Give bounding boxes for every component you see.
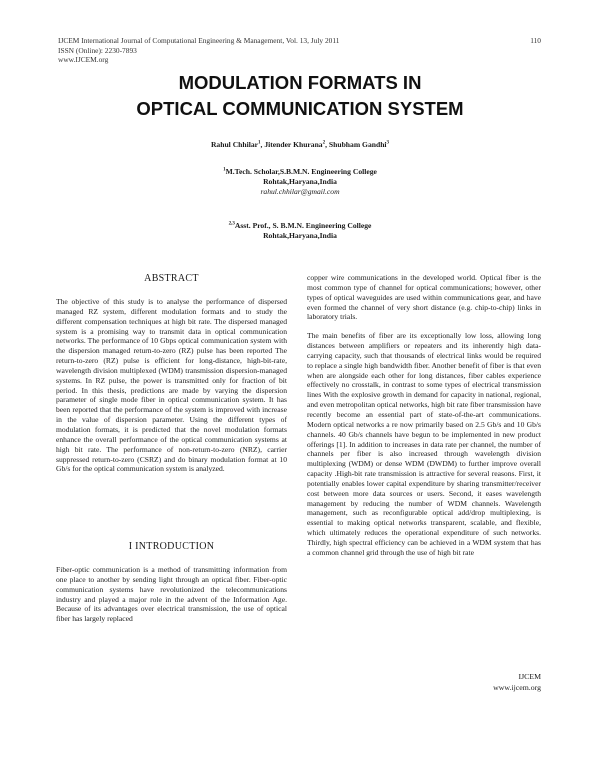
- author-name: Rahul Chhilar: [210, 140, 259, 149]
- page-number: 110: [530, 36, 541, 45]
- paper-title-line-2: OPTICAL COMMUNICATION SYSTEM: [136, 98, 464, 119]
- affiliation-line: Rohtak,Haryana,India: [263, 177, 337, 186]
- author-email: rahul.chhilar@gmail.com: [260, 187, 340, 196]
- right-column: [307, 273, 541, 558]
- author-name: Shubham Gandhi: [328, 140, 387, 149]
- introduction-heading: I INTRODUCTION: [128, 541, 215, 552]
- author-sup: 1: [258, 140, 261, 146]
- paper-title-line-1: MODULATION FORMATS IN: [178, 72, 422, 93]
- affiliation-line: M.Tech. Scholar,S.B.M.N. Engineering College: [225, 167, 377, 176]
- page-footer: [493, 671, 541, 693]
- journal-website: www.IJCEM.org: [58, 55, 109, 65]
- right-column-paragraph-1: copper wire communications in the developed world. Optical fiber is the most common type of channel for optical communications; however, other types of optical waveguides are used within communications gear, and have even formed the channel of very short distance (e.g. chip-to-chip) links in laboratory trials.: [307, 273, 541, 322]
- abstract-heading: ABSTRACT: [144, 273, 199, 284]
- affiliation-line: Asst. Prof., S. B.M.N. Engineering College: [234, 221, 372, 230]
- journal-issn: ISSN (Online): 2230-7893: [58, 45, 137, 55]
- journal-header: [58, 36, 340, 65]
- footer-journal: IJCEM: [518, 672, 541, 681]
- author-sup: 2: [322, 140, 326, 146]
- affiliation-sup: 1: [223, 167, 226, 173]
- abstract-body: [56, 297, 287, 474]
- author-name: Jitender Khurana: [264, 140, 323, 149]
- affiliation-line: Rohtak,Haryana,India: [263, 231, 337, 240]
- author-list: Rahul Chhilar$^1$, Jitender Khurana$^2$, Shubham Gandhi$^3$: [210, 140, 390, 149]
- introduction-text: Fiber-optic communication is a method of transmitting information from one place to another by sending light through an optical fiber. Fiber-optic communication systems have revolutionized the telecommunications industry and played a major role in the advent of the Information Age. Because of its advantages over electrical transmission, the use of optical fiber has largely replaced: [56, 565, 287, 624]
- affiliation-1: [0, 167, 600, 197]
- introduction-body: [56, 565, 287, 624]
- journal-citation: IJCEM International Journal of Computational Engineering & Management, Vol. 13, July 2011: [58, 36, 340, 45]
- affiliation-2: [0, 221, 600, 241]
- footer-website: www.ijcem.org: [493, 683, 541, 692]
- abstract-text: The objective of this study is to analyse the performance of dispersed managed RZ system, different modulation formats and to study the different compensation techniques at high bit rate. The dispersed managed system is a promising way to transmit data in optical communication networks. The performance of 10 Gbps optical communication system with the dispersion managed return-to-zero (RZ) pulse has been reported The return-to-zero (RZ) pulse is efficient for long-distance, high-bit-rate, wavelength division multiplexed (WDM) transmission dispersion-managed systems. In RZ pulse, the power is transmitted only for fraction of bit period. In this thesis, predictions are made by varying the dispersion parameter of single mode fiber in optical communication system. It has been reported that the performance of the system is improved with increase in the value of dispersion parameter. Using the different types of modulation formats, it is predicted that the novel modulation formats enhance the overall performance of the optical communication systems at high bit rate. The performance of non-return-to-zero (NRZ), carrier suppressed return-to-zero (CSRZ) and do binary modulation format at 10 Gb/s for the optical communication system is analyzed.: [56, 297, 287, 474]
- affiliation-sup: 2,3: [228, 221, 235, 227]
- right-column-paragraph-2: The main benefits of fiber are its exceptionally low loss, allowing long distances between amplifiers or repeaters and its inherently high data-carrying capacity, such that thousands of electrical links would be required to replace a single high bandwidth fiber. Another benefit of fiber is that even when are alongside each other for long distances, fiber cables experience effectively no crosstalk, in contrast to some types of electrical transmission lines With the explosive growth in demand for capacity in national, regional, and even metropolitan optical networks, high bit rate fiber transmission have recently become an essential part of state-of-the-art communications. Modern optical networks a re now primarily based on 2.5 Gb/s and 10 Gb/s channels. 40 Gb/s channels have begun to be implemented in new product offerings [1]. In addition to increases in data rate per channel, the number of channels per fiber is also increased through wavelength division multiplexing (WDM) or dense WDM (DWDM) to further improve overall capacity .High-bit rate transmission is attractive for several reasons. First, it potentially enables lower capital expenditure by sharing transmitter/receiver cost between more data sources or users. Second, it eases wavelength management by reducing the number of WDM channels. Wavelength management, such as reconfigurable optical add/drop multiplexing, is essential to making optical networks transparent, scalable, and flexible, which ultimately reduces the operational expenditure of such networks. Thirdly, high spectral efficiency can be achieved in a WDM system that has a common channel grid through the use of high bit rate: [307, 331, 541, 557]
- author-sup: 3: [386, 140, 390, 146]
